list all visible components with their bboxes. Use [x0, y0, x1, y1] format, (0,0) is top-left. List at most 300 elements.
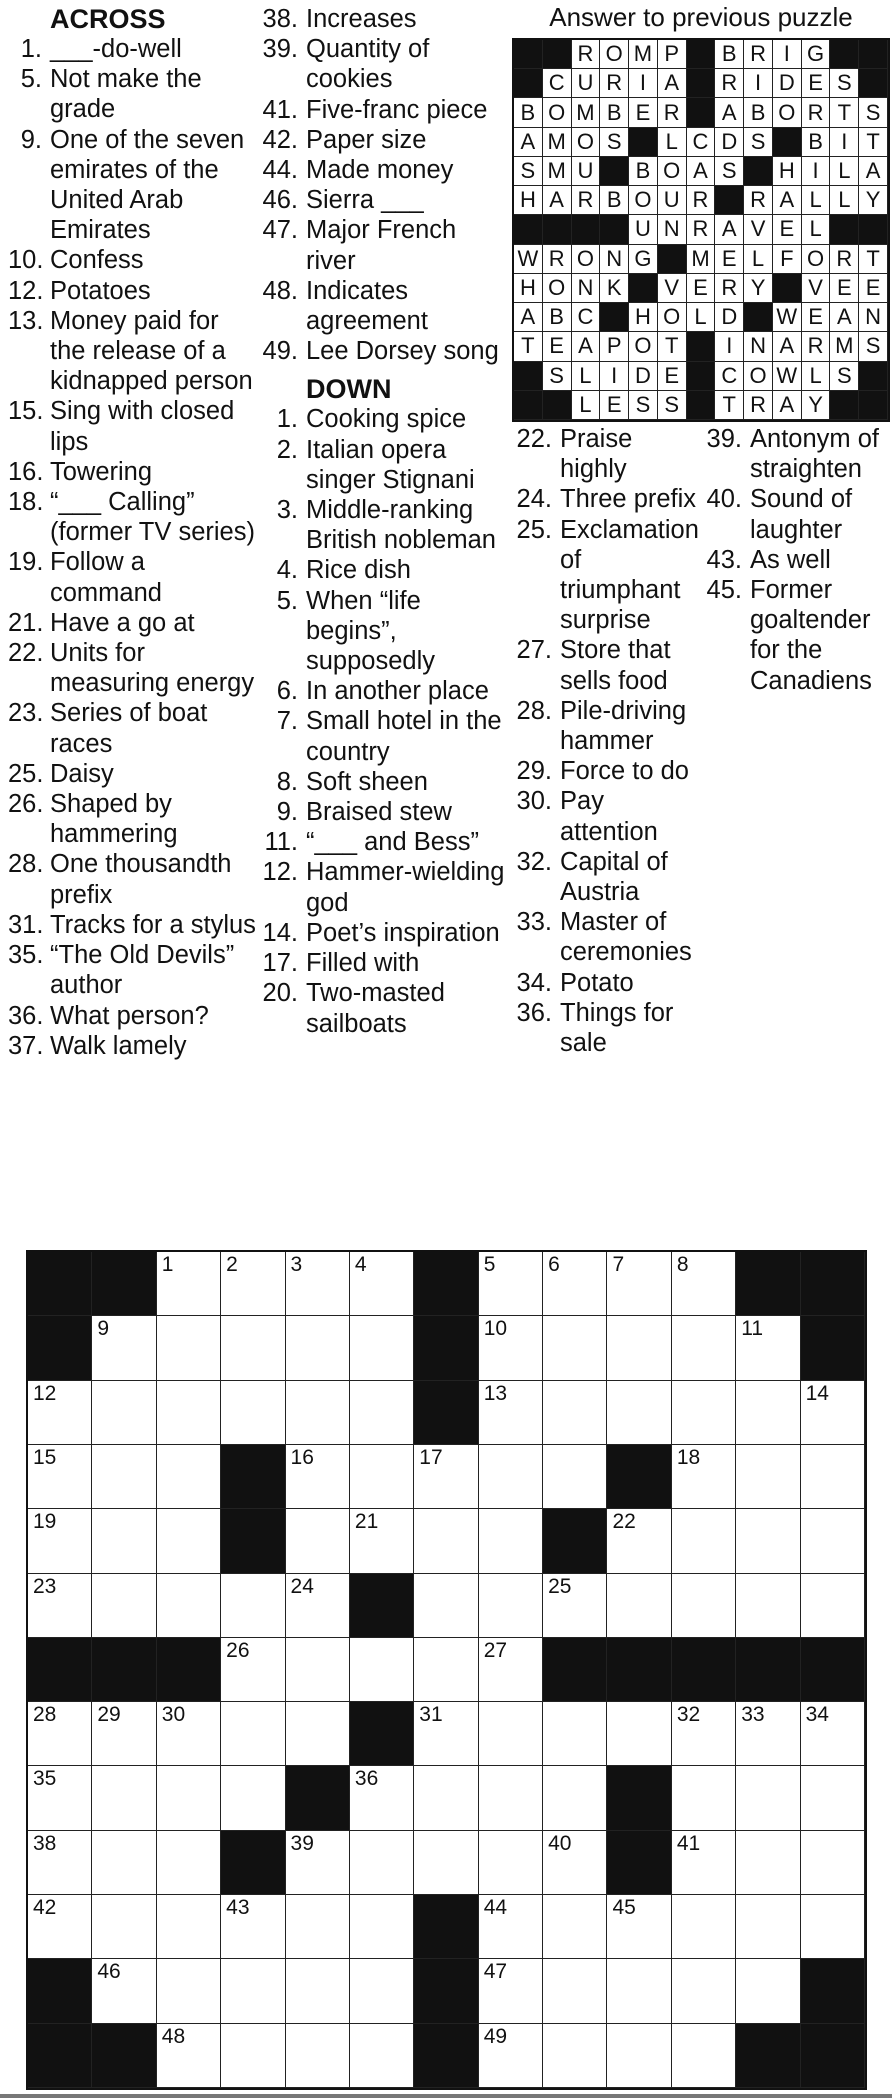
previous-answer-letter: R: [744, 40, 773, 69]
clue-item: [258, 797, 508, 827]
grid-cell[interactable]: [92, 1574, 156, 1638]
clue-item: [258, 857, 508, 917]
clue-text: One of the seven emirates of the United Arab Emirates: [50, 125, 245, 245]
clue-text: ___-do-well: [50, 35, 182, 63]
grid-cell[interactable]: [221, 1959, 285, 2023]
previous-answer-letter: A: [830, 303, 859, 332]
previous-answer-letter: S: [859, 98, 888, 127]
grid-cell[interactable]: [607, 1574, 671, 1638]
cell-number: 19: [33, 1510, 57, 1534]
previous-answer-letter: R: [744, 391, 773, 420]
cell-number: 3: [290, 1253, 303, 1276]
grid-cell[interactable]: [543, 1316, 607, 1380]
clue-number: 6.: [276, 677, 298, 706]
clue-item: [8, 849, 256, 909]
grid-cell[interactable]: [607, 1252, 671, 1316]
clue-item: [258, 336, 508, 366]
grid-cell[interactable]: [543, 1702, 607, 1766]
clue-text: Money paid for the release of a kidnapped person: [50, 306, 253, 396]
previous-answer-letter: Y: [802, 391, 831, 420]
clue-text: Follow a command: [50, 548, 162, 607]
clue-item: [8, 457, 256, 487]
grid-cell[interactable]: [479, 1445, 543, 1509]
previous-answer-letter: E: [802, 69, 831, 98]
previous-answer-letter: O: [543, 274, 572, 303]
clue-number: 42.: [262, 125, 298, 154]
grid-cell[interactable]: [92, 1316, 156, 1380]
previous-answer-letter: H: [773, 157, 802, 186]
grid-cell[interactable]: [286, 1638, 350, 1702]
grid-cell[interactable]: [28, 1702, 92, 1766]
clue-number: 34.: [516, 968, 552, 997]
grid-cell[interactable]: [414, 1509, 478, 1573]
cell-number: 14: [805, 1381, 829, 1405]
previous-answer-letter: F: [773, 245, 802, 274]
grid-cell[interactable]: [736, 1445, 800, 1509]
previous-black-square: [514, 40, 543, 69]
grid-cell[interactable]: [286, 2024, 350, 2088]
clue-text: What person?: [50, 1001, 209, 1030]
grid-cell[interactable]: [414, 1445, 478, 1509]
grid-cell[interactable]: [801, 1381, 865, 1445]
clue-text: “The Old Devils” author: [50, 941, 235, 1000]
previous-answer-letter: D: [715, 128, 744, 157]
grid-cell[interactable]: [157, 1574, 221, 1638]
grid-cell[interactable]: [801, 1766, 865, 1830]
previous-answer-letter: U: [572, 69, 601, 98]
grid-cell[interactable]: [607, 1702, 671, 1766]
clue-text: Major French river: [306, 216, 457, 275]
grid-cell[interactable]: [286, 1509, 350, 1573]
grid-cell[interactable]: [350, 1445, 414, 1509]
previous-answer-letter: R: [830, 245, 859, 274]
grid-cell[interactable]: [28, 1574, 92, 1638]
previous-answer-letter: U: [629, 215, 658, 244]
previous-answer-letter: I: [773, 40, 802, 69]
previous-answer-letter: A: [859, 157, 888, 186]
previous-answer-letter: E: [715, 245, 744, 274]
grid-cell[interactable]: [157, 1316, 221, 1380]
clue-item: [258, 918, 508, 948]
grid-cell[interactable]: [672, 1316, 736, 1380]
previous-answer-letter: O: [543, 98, 572, 127]
grid-cell[interactable]: [801, 1702, 865, 1766]
clue-item: [8, 940, 256, 1000]
grid-cell[interactable]: [543, 1766, 607, 1830]
clue-number: 41.: [262, 95, 298, 124]
clue-text: Series of boat races: [50, 699, 208, 758]
previous-answer-letter: M: [572, 98, 601, 127]
grid-cell[interactable]: [92, 1959, 156, 2023]
grid-cell[interactable]: [286, 1831, 350, 1895]
grid-cell[interactable]: [607, 2024, 671, 2088]
grid-cell[interactable]: [801, 1831, 865, 1895]
previous-black-square: [687, 98, 716, 127]
clue-text: Braised stew: [306, 798, 452, 827]
previous-black-square: [773, 128, 802, 157]
previous-answer-letter: O: [600, 40, 629, 69]
cell-number: 30: [161, 1703, 186, 1727]
grid-cell[interactable]: [286, 1895, 350, 1959]
grid-cell[interactable]: [28, 1381, 92, 1445]
down-clue-list-final: [702, 424, 890, 696]
grid-cell[interactable]: [350, 1509, 414, 1573]
previous-answer-letter: E: [830, 274, 859, 303]
previous-answer-letter: L: [802, 186, 831, 215]
grid-cell[interactable]: [543, 1445, 607, 1509]
grid-cell[interactable]: [607, 1959, 671, 2023]
grid-cell[interactable]: [672, 1831, 736, 1895]
black-square: [157, 1638, 221, 1702]
grid-cell[interactable]: [801, 1574, 865, 1638]
grid-cell[interactable]: [28, 1509, 92, 1573]
grid-cell[interactable]: [157, 2024, 221, 2088]
clue-number: 24.: [516, 485, 552, 514]
grid-cell[interactable]: [92, 1381, 156, 1445]
previous-black-square: [859, 391, 888, 420]
black-square: [221, 1509, 285, 1573]
clue-text: Store that sells food: [560, 636, 671, 695]
grid-cell[interactable]: [414, 1638, 478, 1702]
grid-cell[interactable]: [92, 1445, 156, 1509]
bottom-divider: [0, 2094, 892, 2098]
cell-number: 45: [612, 1896, 636, 1920]
grid-cell[interactable]: [286, 1445, 350, 1509]
cell-number: 1: [161, 1253, 174, 1276]
grid-cell[interactable]: [672, 1509, 736, 1573]
grid-cell[interactable]: [479, 1316, 543, 1380]
previous-answer-letter: N: [859, 303, 888, 332]
grid-cell[interactable]: [479, 1959, 543, 2023]
clue-text: One thousandth prefix: [50, 850, 232, 909]
grid-cell[interactable]: [286, 1702, 350, 1766]
clue-item: [258, 4, 508, 34]
grid-cell[interactable]: [350, 1381, 414, 1445]
previous-answer-letter: T: [514, 332, 543, 361]
grid-cell[interactable]: [157, 1252, 221, 1316]
grid-cell[interactable]: [286, 1316, 350, 1380]
grid-cell[interactable]: [350, 1959, 414, 2023]
clue-number: 25.: [8, 759, 44, 788]
previous-answer-letter: R: [687, 186, 716, 215]
clue-text: Lee Dorsey song: [306, 337, 499, 366]
grid-cell[interactable]: [543, 1959, 607, 2023]
clue-number: 15.: [8, 397, 44, 426]
grid-cell[interactable]: [479, 1766, 543, 1830]
grid-cell[interactable]: [221, 1574, 285, 1638]
black-square: [801, 2024, 865, 2088]
crossword-grid[interactable]: [26, 1250, 867, 2090]
clue-number: 12.: [8, 276, 44, 305]
clue-item: [8, 910, 256, 940]
clue-number: 39.: [706, 425, 742, 453]
grid-cell[interactable]: [221, 1381, 285, 1445]
cell-number: 46: [97, 1960, 121, 1984]
grid-cell[interactable]: [350, 1766, 414, 1830]
grid-cell[interactable]: [479, 1574, 543, 1638]
previous-answer-letter: S: [514, 157, 543, 186]
grid-cell[interactable]: [672, 1959, 736, 2023]
cell-number: 17: [419, 1445, 443, 1469]
clue-item: [702, 545, 890, 575]
black-square: [92, 1638, 156, 1702]
down-clues-column-4: [702, 424, 890, 696]
clue-text: Not make the grade: [50, 65, 202, 124]
grid-cell[interactable]: [736, 1766, 800, 1830]
grid-cell[interactable]: [414, 1766, 478, 1830]
black-square: [286, 1766, 350, 1830]
grid-cell[interactable]: [479, 1252, 543, 1316]
grid-cell[interactable]: [479, 2024, 543, 2088]
cell-number: 2: [226, 1253, 238, 1276]
clue-item: [512, 907, 702, 967]
cell-number: 32: [676, 1703, 701, 1727]
clue-number: 3.: [276, 496, 298, 525]
grid-cell[interactable]: [736, 1959, 800, 2023]
grid-cell[interactable]: [28, 1766, 92, 1830]
grid-cell[interactable]: [350, 1895, 414, 1959]
clue-item: [8, 759, 256, 789]
grid-cell[interactable]: [607, 1895, 671, 1959]
black-square: [221, 1831, 285, 1895]
grid-cell[interactable]: [543, 1895, 607, 1959]
clue-item: [8, 125, 256, 246]
grid-cell[interactable]: [157, 1895, 221, 1959]
grid-cell[interactable]: [607, 1381, 671, 1445]
down-heading: DOWN: [306, 374, 392, 405]
previous-answer-letter: O: [773, 98, 802, 127]
previous-answer-letter: E: [629, 98, 658, 127]
grid-cell[interactable]: [736, 1702, 800, 1766]
clue-number: 29.: [516, 757, 552, 786]
previous-answer-letter: P: [600, 332, 629, 361]
grid-cell[interactable]: [157, 1766, 221, 1830]
grid-cell[interactable]: [221, 1895, 285, 1959]
clue-text: Sierra ___: [306, 186, 424, 215]
cell-number: 26: [226, 1638, 250, 1662]
previous-answer-letter: S: [859, 332, 888, 361]
grid-cell[interactable]: [221, 1766, 285, 1830]
previous-black-square: [859, 362, 888, 391]
clue-text: Shaped by hammering: [50, 790, 178, 849]
cell-number: 36: [354, 1767, 379, 1791]
grid-cell[interactable]: [221, 1316, 285, 1380]
black-square: [607, 1445, 671, 1509]
grid-cell[interactable]: [479, 1381, 543, 1445]
grid-cell[interactable]: [286, 1959, 350, 2023]
black-square: [28, 1252, 92, 1316]
grid-cell[interactable]: [672, 1574, 736, 1638]
grid-cell[interactable]: [92, 1702, 156, 1766]
previous-answer-letter: T: [830, 98, 859, 127]
clue-item: [512, 515, 702, 636]
grid-cell[interactable]: [801, 1509, 865, 1573]
grid-cell[interactable]: [543, 1381, 607, 1445]
grid-cell[interactable]: [157, 1831, 221, 1895]
cell-number: 8: [676, 1253, 689, 1276]
clue-item: [8, 396, 256, 456]
black-square: [801, 1316, 865, 1380]
grid-cell[interactable]: [479, 1702, 543, 1766]
grid-cell[interactable]: [221, 1702, 285, 1766]
grid-cell[interactable]: [672, 1252, 736, 1316]
clues-column-2: [258, 4, 508, 1039]
clue-text: Pile-driving hammer: [560, 696, 687, 756]
grid-cell[interactable]: [350, 1252, 414, 1316]
previous-black-square: [514, 362, 543, 391]
grid-cell[interactable]: [672, 1766, 736, 1830]
previous-answer-letter: R: [600, 69, 629, 98]
grid-cell[interactable]: [736, 1509, 800, 1573]
clue-number: 1.: [20, 35, 42, 63]
clue-number: 2.: [276, 435, 298, 464]
grid-cell[interactable]: [92, 1509, 156, 1573]
grid-cell[interactable]: [736, 1574, 800, 1638]
previous-black-square: [687, 40, 716, 69]
grid-cell[interactable]: [157, 1445, 221, 1509]
grid-cell[interactable]: [350, 1638, 414, 1702]
grid-cell[interactable]: [543, 1574, 607, 1638]
cell-number: 31: [419, 1703, 443, 1727]
clue-number: 35.: [8, 941, 44, 970]
grid-cell[interactable]: [543, 1252, 607, 1316]
clue-text: Capital of Austria: [560, 847, 668, 907]
grid-cell[interactable]: [672, 1702, 736, 1766]
grid-cell[interactable]: [28, 1831, 92, 1895]
previous-answer-letter: V: [658, 274, 687, 303]
grid-cell[interactable]: [543, 2024, 607, 2088]
grid-cell[interactable]: [414, 1831, 478, 1895]
grid-cell[interactable]: [479, 1509, 543, 1573]
previous-answer-letter: R: [802, 332, 831, 361]
previous-answer-letter: G: [802, 40, 831, 69]
previous-answer-letter: L: [830, 157, 859, 186]
grid-cell[interactable]: [801, 1445, 865, 1509]
previous-black-square: [715, 186, 744, 215]
grid-cell[interactable]: [221, 1252, 285, 1316]
grid-cell[interactable]: [607, 1316, 671, 1380]
black-square: [801, 1252, 865, 1316]
clue-number: 5.: [20, 65, 42, 94]
grid-cell[interactable]: [543, 1831, 607, 1895]
previous-answer-letter: A: [773, 391, 802, 420]
grid-cell[interactable]: [350, 1316, 414, 1380]
clue-text: Paper size: [306, 125, 427, 154]
previous-answer-letter: E: [658, 362, 687, 391]
down-clue-list: [258, 404, 508, 1038]
previous-black-square: [859, 69, 888, 98]
clue-item: [512, 847, 702, 907]
clue-item: [512, 786, 702, 846]
cell-number: 13: [483, 1381, 508, 1405]
grid-cell[interactable]: [672, 1895, 736, 1959]
clue-text: Potato: [560, 968, 634, 997]
clue-item: [702, 484, 890, 544]
grid-cell[interactable]: [479, 1831, 543, 1895]
grid-cell[interactable]: [221, 2024, 285, 2088]
clue-number: 18.: [8, 488, 44, 517]
cell-number: 44: [483, 1896, 508, 1920]
grid-cell[interactable]: [157, 1381, 221, 1445]
grid-cell[interactable]: [350, 1831, 414, 1895]
clue-text: As well: [750, 545, 831, 574]
cell-number: 22: [612, 1510, 636, 1534]
previous-answer-letter: L: [830, 186, 859, 215]
clue-number: 11.: [264, 828, 298, 857]
grid-cell[interactable]: [414, 1702, 478, 1766]
grid-cell[interactable]: [414, 1574, 478, 1638]
grid-cell[interactable]: [92, 1895, 156, 1959]
grid-cell[interactable]: [157, 1509, 221, 1573]
clue-text: Things for sale: [560, 998, 674, 1058]
previous-answer-letter: A: [658, 69, 687, 98]
previous-answer-letter: U: [658, 186, 687, 215]
clue-item: [258, 948, 508, 978]
cell-number: 49: [483, 2024, 508, 2048]
grid-cell[interactable]: [672, 2024, 736, 2088]
clue-item: [512, 968, 702, 998]
previous-answer-letter: L: [572, 362, 601, 391]
previous-answer-letter: A: [687, 157, 716, 186]
previous-answer-letter: B: [629, 157, 658, 186]
grid-cell[interactable]: [672, 1381, 736, 1445]
clue-number: 33.: [516, 908, 552, 937]
clue-text: Soft sheen: [306, 767, 428, 796]
grid-cell[interactable]: [286, 1252, 350, 1316]
grid-cell[interactable]: [736, 1895, 800, 1959]
grid-cell[interactable]: [28, 1445, 92, 1509]
clue-number: 27.: [516, 636, 552, 665]
previous-black-square: [658, 245, 687, 274]
grid-cell[interactable]: [221, 1638, 285, 1702]
clue-item: [8, 306, 256, 397]
previous-answer-letter: B: [744, 98, 773, 127]
grid-cell[interactable]: [157, 1959, 221, 2023]
previous-answer-letter: N: [600, 245, 629, 274]
grid-cell[interactable]: [28, 1895, 92, 1959]
grid-cell[interactable]: [92, 1831, 156, 1895]
clue-number: 9.: [20, 125, 42, 154]
grid-cell[interactable]: [736, 1381, 800, 1445]
grid-cell[interactable]: [92, 1766, 156, 1830]
grid-cell[interactable]: [157, 1702, 221, 1766]
clue-item: [258, 185, 508, 215]
grid-cell[interactable]: [801, 1895, 865, 1959]
grid-cell[interactable]: [286, 1574, 350, 1638]
grid-cell[interactable]: [479, 1895, 543, 1959]
cell-number: 18: [676, 1445, 701, 1469]
grid-cell[interactable]: [672, 1445, 736, 1509]
grid-cell[interactable]: [607, 1509, 671, 1573]
previous-answer-letter: N: [572, 274, 601, 303]
grid-cell[interactable]: [350, 2024, 414, 2088]
black-square: [92, 2024, 156, 2088]
grid-cell[interactable]: [736, 1316, 800, 1380]
clue-item: [258, 676, 508, 706]
cell-number: 23: [33, 1574, 57, 1598]
grid-cell[interactable]: [286, 1381, 350, 1445]
clue-text: Tracks for a stylus: [50, 910, 256, 939]
grid-cell[interactable]: [479, 1638, 543, 1702]
black-square: [28, 1959, 92, 2023]
grid-cell[interactable]: [736, 1831, 800, 1895]
clue-text: Hammer-wielding god: [306, 858, 505, 917]
previous-black-square: [859, 215, 888, 244]
clue-number: 12.: [262, 858, 298, 887]
previous-answer-letter: R: [715, 69, 744, 98]
clue-number: 31.: [8, 910, 44, 939]
black-square: [414, 1895, 478, 1959]
